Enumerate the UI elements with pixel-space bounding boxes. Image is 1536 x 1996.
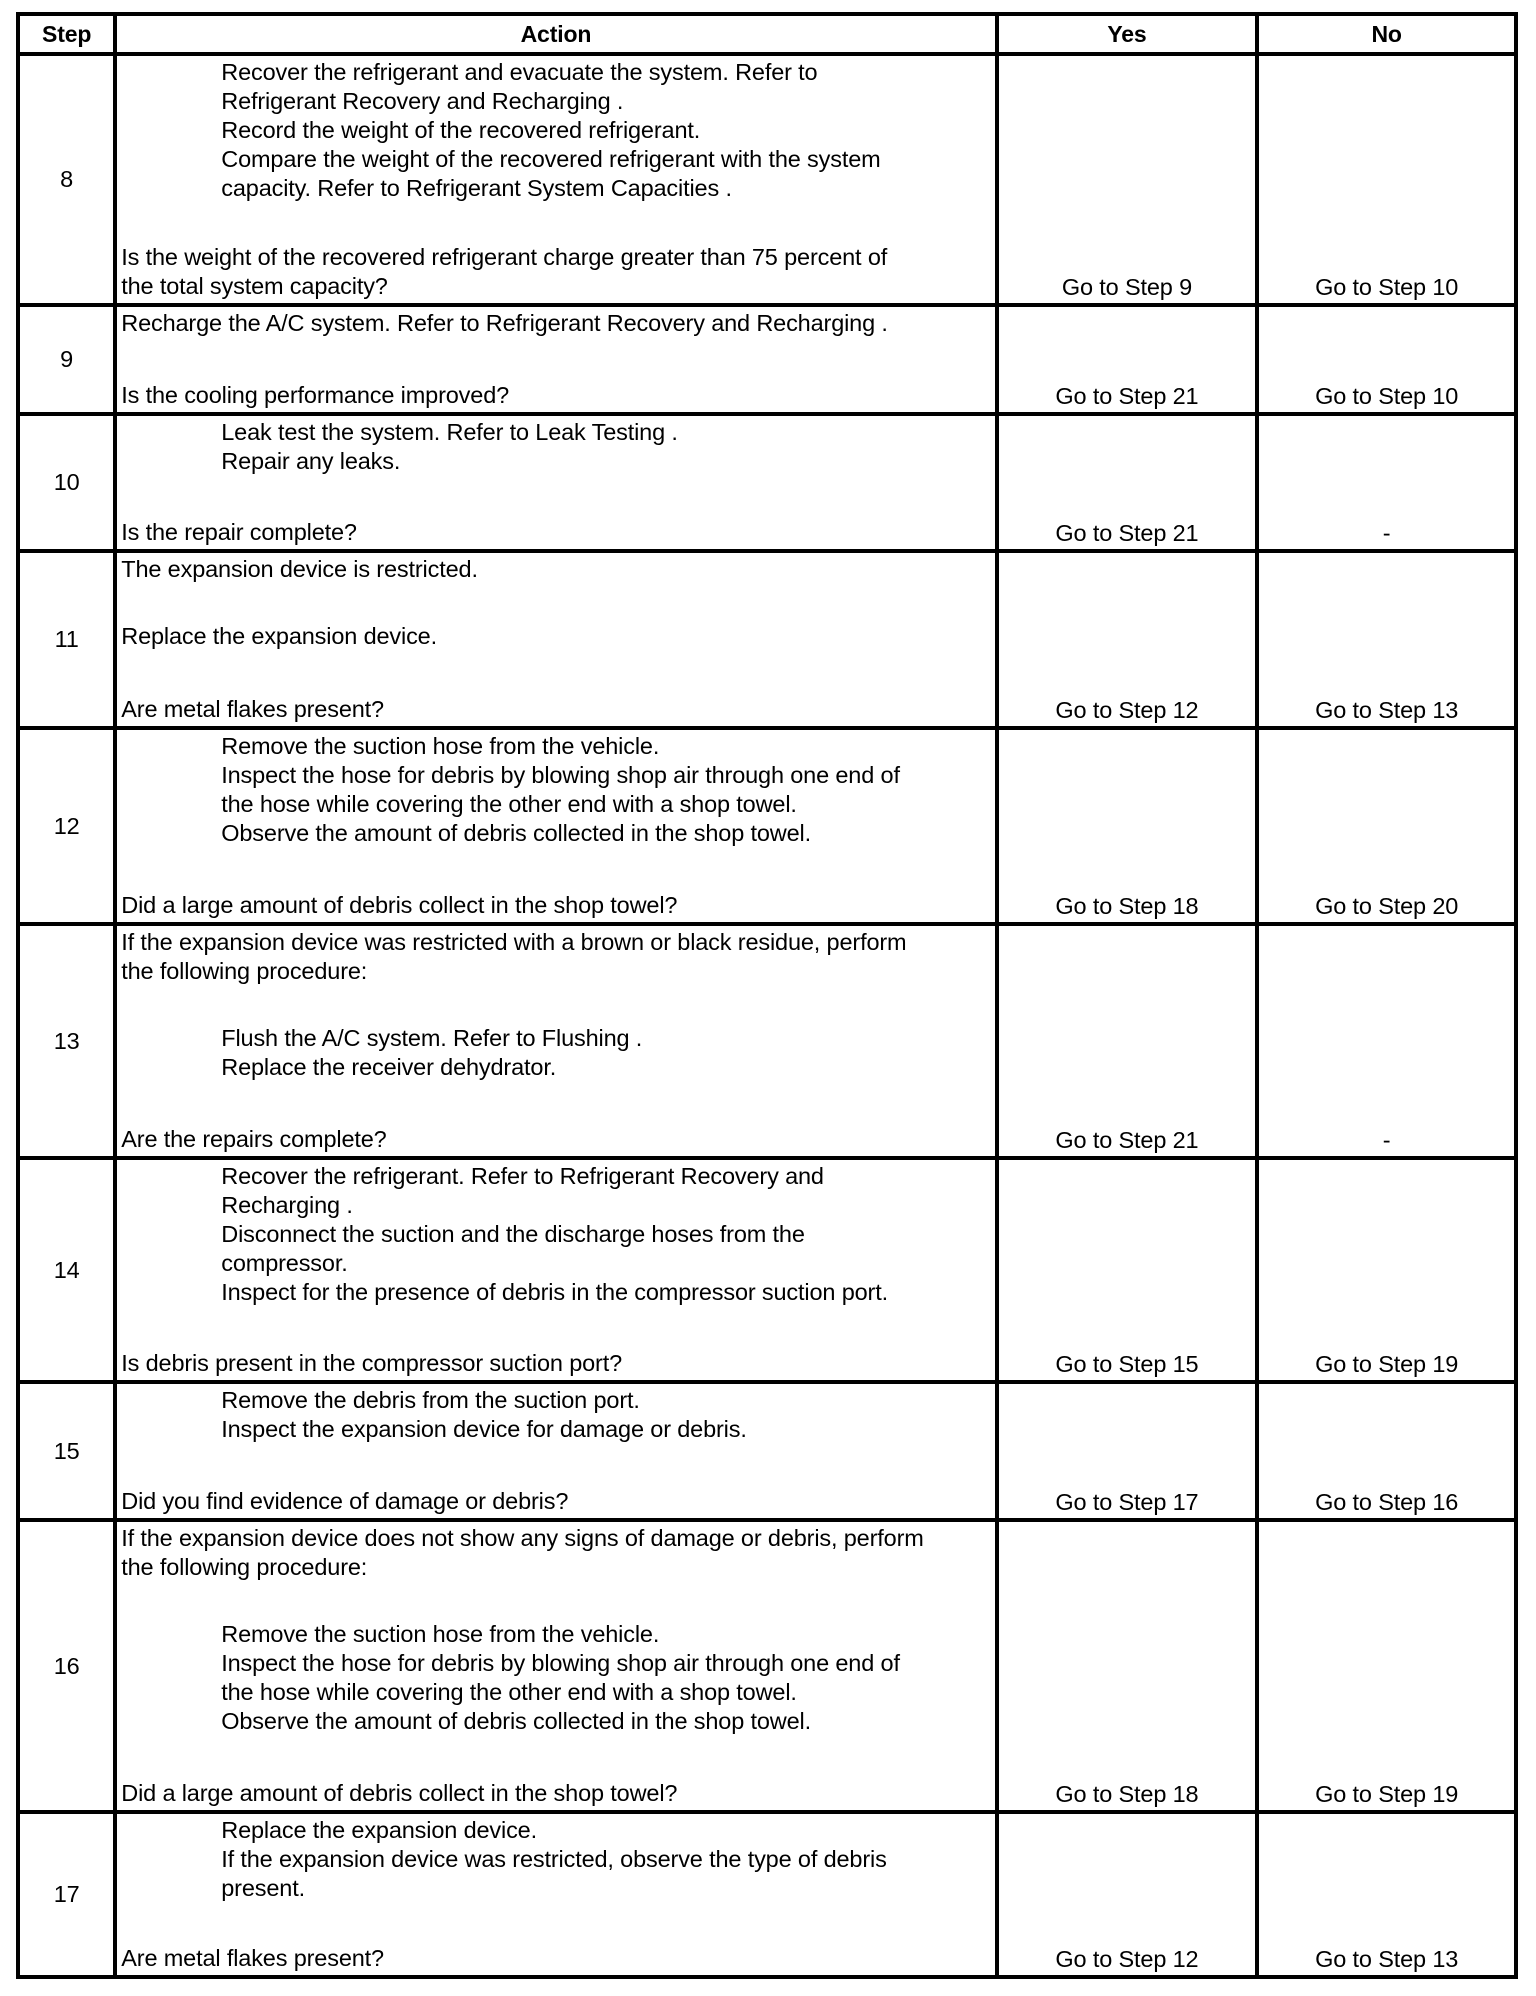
header-no: No (1257, 14, 1516, 54)
action-step-line: compressor. (221, 1250, 348, 1276)
no-cell: Go to Step 19 (1257, 1520, 1516, 1812)
action-question: Did a large amount of debris collect in the shop towel? (121, 1780, 678, 1806)
action-intro: the following procedure: (121, 958, 368, 984)
action-cell (115, 1520, 996, 1812)
table-row (18, 414, 1516, 551)
yes-cell: Go to Step 17 (997, 1382, 1258, 1520)
no-cell: Go to Step 10 (1257, 54, 1516, 305)
action-cell (115, 54, 996, 305)
action-question: Is the repair complete? (121, 519, 357, 545)
action-intro: If the expansion device was restricted with a brown or black residue, perform (121, 929, 907, 955)
action-step-line: Inspect the hose for debris by blowing shop air through one end of (221, 1650, 900, 1676)
action-step-line: Leak test the system. Refer to Leak Testing . (221, 419, 678, 445)
table-row (18, 1812, 1516, 1977)
yes-cell: Go to Step 21 (997, 305, 1258, 414)
action-middle: Replace the expansion device. (121, 623, 437, 649)
yes-cell: Go to Step 15 (997, 1158, 1258, 1382)
yes-cell: Go to Step 21 (997, 924, 1258, 1158)
yes-cell: Go to Step 21 (997, 414, 1258, 551)
action-question: Did a large amount of debris collect in the shop towel? (121, 892, 678, 918)
action-question: Did you find evidence of damage or debris? (121, 1488, 569, 1514)
step-number: 17 (18, 1812, 115, 1977)
table-row (18, 1520, 1516, 1812)
table-row (18, 1382, 1516, 1520)
action-question: Is the weight of the recovered refrigerant charge greater than 75 percent of (121, 244, 888, 270)
no-cell: Go to Step 20 (1257, 728, 1516, 924)
no-cell: - (1257, 924, 1516, 1158)
action-step-line: Record the weight of the recovered refrigerant. (221, 117, 701, 143)
table-row (18, 54, 1516, 305)
step-number: 10 (18, 414, 115, 551)
header-row (18, 14, 1516, 54)
action-step-line: Inspect the hose for debris by blowing shop air through one end of (221, 762, 900, 788)
action-step-line: Compare the weight of the recovered refrigerant with the system (221, 146, 881, 172)
action-step-line: Observe the amount of debris collected in the shop towel. (221, 1708, 811, 1734)
action-step-line: the hose while covering the other end with a shop towel. (221, 791, 797, 817)
no-cell: - (1257, 414, 1516, 551)
action-cell (115, 924, 996, 1158)
action-step-line: Recover the refrigerant and evacuate the system. Refer to (221, 59, 818, 85)
action-step-line: Inspect for the presence of debris in the compressor suction port. (221, 1279, 888, 1305)
action-cell (115, 1812, 996, 1977)
action-cell (115, 414, 996, 551)
yes-cell: Go to Step 18 (997, 728, 1258, 924)
header-action: Action (115, 14, 996, 54)
step-number: 15 (18, 1382, 115, 1520)
action-step-line: Recharging . (221, 1192, 353, 1218)
action-cell (115, 305, 996, 414)
action-cell (115, 1382, 996, 1520)
action-step-line: Refrigerant Recovery and Recharging . (221, 88, 624, 114)
action-question: the total system capacity? (121, 273, 388, 299)
action-step-line: present. (221, 1875, 305, 1901)
step-number: 8 (18, 54, 115, 305)
yes-cell: Go to Step 12 (997, 551, 1258, 728)
step-number: 12 (18, 728, 115, 924)
action-cell (115, 1158, 996, 1382)
action-step-line: Inspect the expansion device for damage or debris. (221, 1416, 747, 1442)
action-question: Are metal flakes present? (121, 696, 384, 722)
table-row (18, 1158, 1516, 1382)
action-step-line: Flush the A/C system. Refer to Flushing . (221, 1025, 643, 1051)
action-step-line: Recover the refrigerant. Refer to Refrigerant Recovery and (221, 1163, 824, 1189)
action-question: Are metal flakes present? (121, 1945, 384, 1971)
diagnostic-table (16, 12, 1518, 1979)
action-intro: the following procedure: (121, 1554, 368, 1580)
action-cell (115, 728, 996, 924)
header-step: Step (18, 14, 115, 54)
yes-cell: Go to Step 9 (997, 54, 1258, 305)
action-step-line: Remove the suction hose from the vehicle. (221, 733, 660, 759)
no-cell: Go to Step 19 (1257, 1158, 1516, 1382)
action-step-line: Replace the expansion device. (221, 1817, 537, 1843)
step-number: 14 (18, 1158, 115, 1382)
action-intro: If the expansion device does not show any signs of damage or debris, perform (121, 1525, 924, 1551)
no-cell: Go to Step 10 (1257, 305, 1516, 414)
no-cell: Go to Step 13 (1257, 551, 1516, 728)
yes-cell: Go to Step 12 (997, 1812, 1258, 1977)
action-step-line: the hose while covering the other end with a shop towel. (221, 1679, 797, 1705)
action-step-line: Observe the amount of debris collected in the shop towel. (221, 820, 811, 846)
action-intro: Recharge the A/C system. Refer to Refrigerant Recovery and Recharging . (121, 310, 888, 336)
action-step-line: Replace the receiver dehydrator. (221, 1054, 557, 1080)
step-number: 11 (18, 551, 115, 728)
table-row (18, 551, 1516, 728)
step-number: 16 (18, 1520, 115, 1812)
action-question: Is debris present in the compressor suction port? (121, 1350, 623, 1376)
action-step-line: Remove the suction hose from the vehicle. (221, 1621, 660, 1647)
table-row (18, 924, 1516, 1158)
no-cell: Go to Step 16 (1257, 1382, 1516, 1520)
action-question: Are the repairs complete? (121, 1126, 387, 1152)
step-number: 9 (18, 305, 115, 414)
action-intro: The expansion device is restricted. (121, 556, 478, 582)
action-step-line: Disconnect the suction and the discharge hoses from the (221, 1221, 805, 1247)
action-question: Is the cooling performance improved? (121, 382, 510, 408)
action-step-line: capacity. Refer to Refrigerant System Capacities . (221, 175, 732, 201)
action-step-line: If the expansion device was restricted, observe the type of debris (221, 1846, 887, 1872)
yes-cell: Go to Step 18 (997, 1520, 1258, 1812)
step-number: 13 (18, 924, 115, 1158)
action-cell (115, 551, 996, 728)
table-row (18, 728, 1516, 924)
action-step-line: Repair any leaks. (221, 448, 401, 474)
header-yes: Yes (997, 14, 1258, 54)
action-step-line: Remove the debris from the suction port. (221, 1387, 640, 1413)
table-row (18, 305, 1516, 414)
no-cell: Go to Step 13 (1257, 1812, 1516, 1977)
